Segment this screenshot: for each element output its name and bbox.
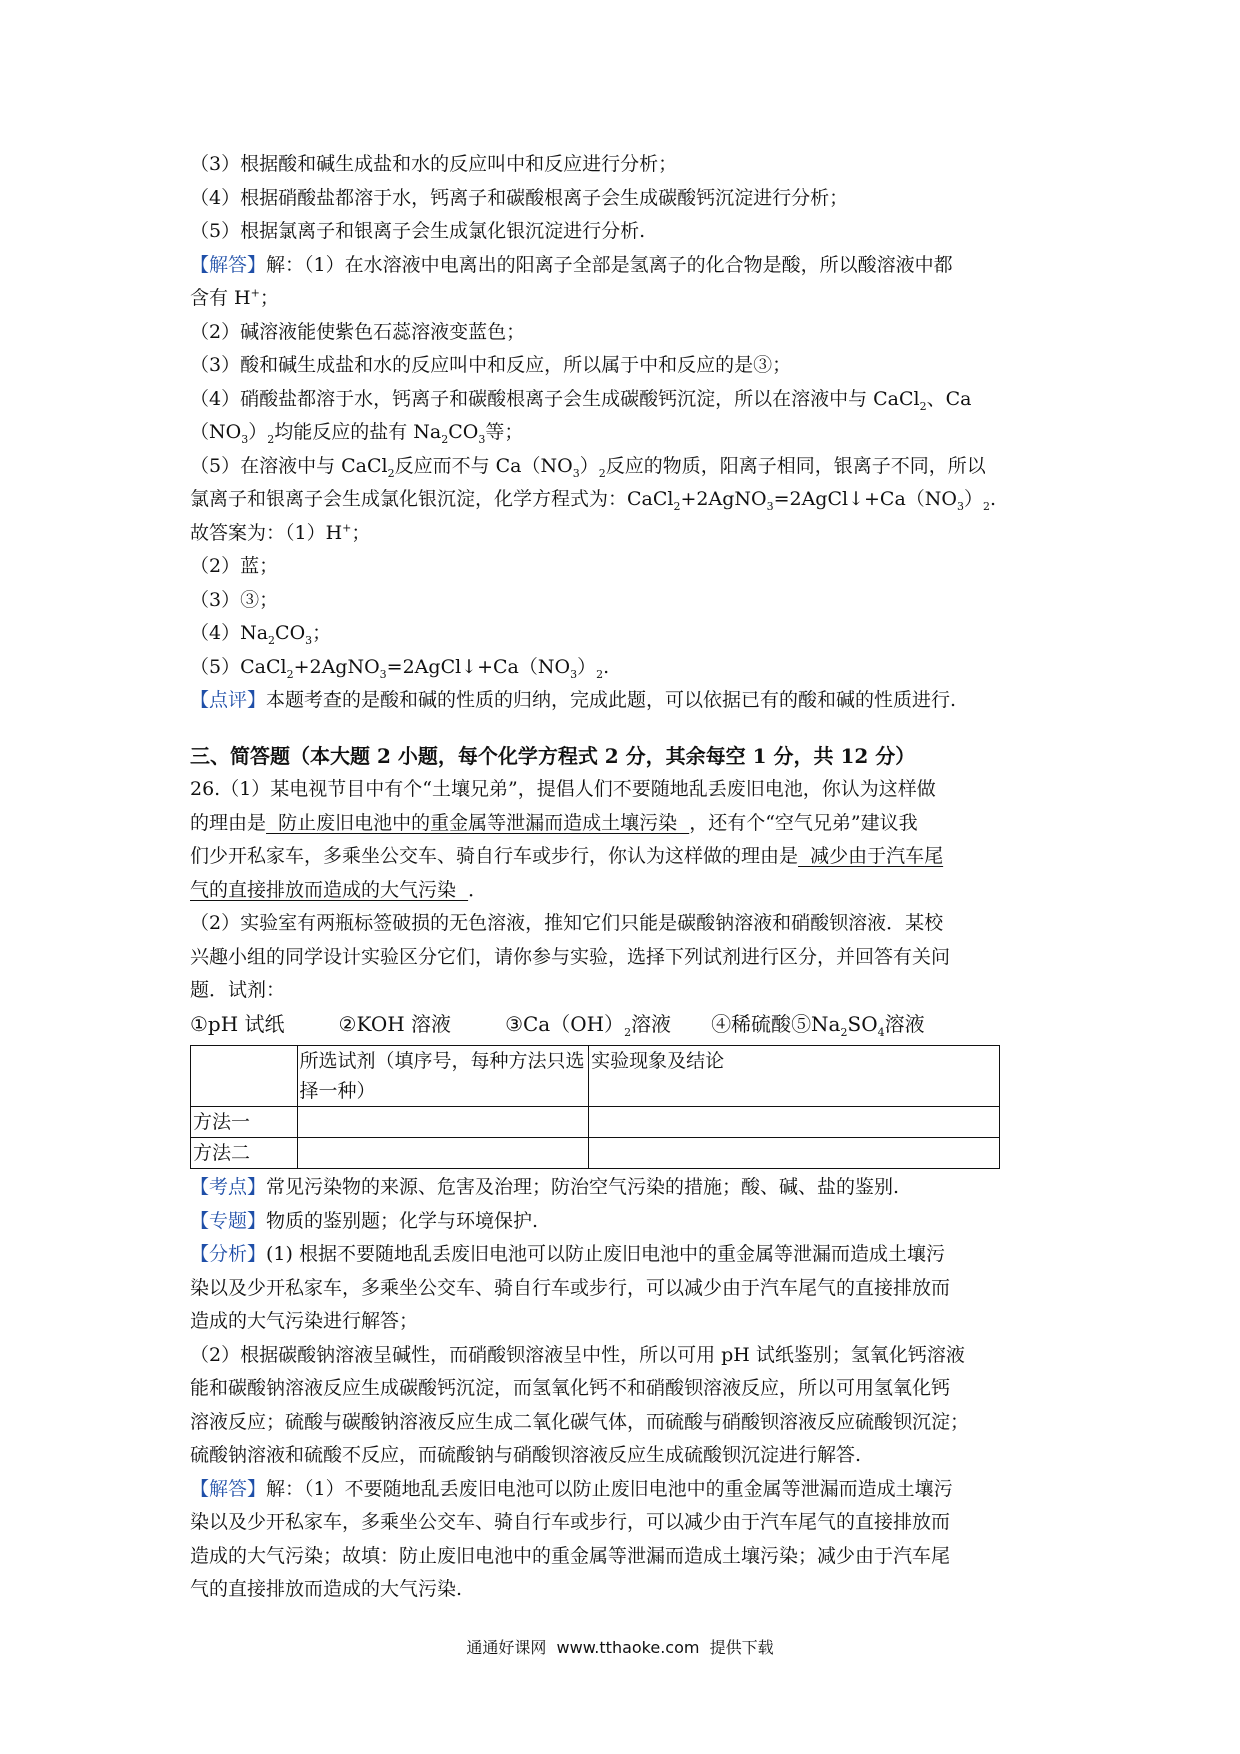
q26-line-4: 气的直接排放而造成的大气污染 ． xyxy=(190,878,488,901)
fenxi-line-2: 染以及少开私家车，多乘坐公交车、骑自行车或步行，可以减少由于汽车尾气的直接排放而 xyxy=(190,1276,951,1299)
jieda-line-4: 气的直接排放而造成的大气污染. xyxy=(190,1578,463,1600)
jieda-line-2: 染以及少开私家车，多乘坐公交车、骑自行车或步行，可以减少由于汽车尾气的直接排放而 xyxy=(190,1511,951,1533)
method1-result-cell[interactable] xyxy=(589,1107,1000,1138)
fenxi-line-7: 硫酸钠溶液和硫酸不反应，而硫酸钠与硝酸钡溶液反应生成硫酸钡沉淀进行解答. xyxy=(190,1444,862,1466)
answer-line-4b: $(NO_3)_2$均能反应的盐有 $Na_2CO_3$等； xyxy=(190,421,524,446)
jieda-line-3: 造成的大气污染；故填：防止废旧电池中的重金属等泄漏而造成土壤污染；减少由于汽车尾 xyxy=(190,1544,951,1567)
reagent-1: ①pH 试纸 xyxy=(190,1011,285,1036)
answer-line-5a: （5）在溶液中与 CaCl$_2$反应而不与 $Ca(NO_3)_2$反应的物质，阳离子相同，银离子不同，所以 xyxy=(190,454,986,480)
fenxi-line-6: 溶液反应；硫酸与碳酸钠溶液反应生成二氧化碳气体，而硫酸与硝酸钡溶液反应硫酸钡沉淀； xyxy=(190,1410,970,1433)
comment-line: 【点评】本题考查的是酸和碱的性质的归纳，完成此题，可以依据已有的酸和碱的性质进行. xyxy=(190,689,957,711)
reagent-3: $③Ca(OH)_2$溶液 xyxy=(505,1011,672,1039)
final-answer-3: （3）③； xyxy=(190,588,279,611)
reagent-list xyxy=(190,1008,1060,1042)
fenxi-line-1: 【分析】(1) 根据不要随地乱丢废旧电池可以防止废旧电池中的重金属等泄漏而造成土壤污 xyxy=(190,1243,945,1265)
section-heading: 三、简答题（本大题 2 小题，每个化学方程式 2 分，其余每空 1 分，共 12 分） xyxy=(190,743,916,768)
answer-line-1: 【解答】解：（1）在水溶液中电离出的阳离子全部是氢离子的化合物是酸，所以酸溶液中都 xyxy=(190,253,953,276)
method1-reagent-cell[interactable] xyxy=(297,1107,589,1138)
q26-p2-line-2: 兴趣小组的同学设计实验区分它们，请你参与实验，选择下列试剂进行区分，并回答有关问 xyxy=(190,945,951,968)
fenxi-line-4: （2）根据碳酸钠溶液呈碱性，而硝酸钡溶液呈中性，所以可用 pH 试纸鉴别；氢氧化钙溶液 xyxy=(190,1343,965,1366)
final-answer-4: $(4)Na_2CO_3$； xyxy=(190,622,332,647)
analysis-item-4: （4）根据硝酸盐都溶于水，钙离子和碳酸根离子会生成碳酸钙沉淀进行分析； xyxy=(190,186,849,209)
fenxi-line-5: 能和碳酸钠溶液反应生成碳酸钙沉淀，而氢氧化钙不和硝酸钡溶液反应，所以可用氢氧化钙 xyxy=(190,1377,951,1399)
answer-blank-2b: 气的直接排放而造成的大气污染 xyxy=(190,878,469,901)
table-row-label: 方法二 xyxy=(191,1138,298,1169)
fenxi-line-3: 造成的大气污染进行解答； xyxy=(190,1310,419,1332)
answer-line-2: （2）碱溶液能使紫色石蕊溶液变蓝色； xyxy=(190,320,526,343)
comment-tag: 【点评】 xyxy=(190,689,267,711)
q26-line-1: 26.（1）某电视节目中有个“土壤兄弟”，提倡人们不要随地乱丢废旧电池，你认为这样做 xyxy=(190,778,936,800)
method2-reagent-cell[interactable] xyxy=(297,1138,589,1169)
reagent-5: $⑤Na_2SO_4$溶液 xyxy=(791,1011,925,1039)
zhuanti-tag: 【专题】 xyxy=(190,1209,267,1232)
page-content xyxy=(190,148,1060,1607)
answer-line-5b: 氯离子和银离子会生成氯化银沉淀，化学方程式为：$CaCl_2+2AgNO_3=2AgCl↓+Ca(NO_3)_2$. xyxy=(190,488,997,513)
kaodian-tag: 【考点】 xyxy=(190,1176,267,1198)
analysis-item-3: （3）根据酸和碱生成盐和水的反应叫中和反应进行分析； xyxy=(190,153,678,175)
answer-line-3: （3）酸和碱生成盐和水的反应叫中和反应，所以属于中和反应的是③； xyxy=(190,354,792,376)
answer-line-4a: （4）硝酸盐都溶于水，钙离子和碳酸根离子会生成碳酸钙沉淀，所以在溶液中与 CaCl$_2$、Ca xyxy=(190,387,972,413)
answer-blank-1: 防止废旧电池中的重金属等泄漏而造成土壤污染 xyxy=(266,811,690,834)
answer-tag: 【解答】 xyxy=(190,253,267,276)
page-footer: 通通好课网 www.tthaoke.com 提供下载 xyxy=(466,1638,774,1657)
jieda-tag: 【解答】 xyxy=(190,1477,267,1500)
answer-line-1b: 含有 H+； xyxy=(190,286,279,309)
methods-table xyxy=(190,1045,1000,1169)
zhuanti-line: 【专题】物质的鉴别题；化学与环境保护. xyxy=(190,1209,539,1232)
q26-line-2: 的理由是 防止废旧电池中的重金属等泄漏而造成土壤污染 ，还有个“空气兄弟”建议我 xyxy=(190,811,918,834)
analysis-item-5: （5）根据氯离子和银离子会生成氯化银沉淀进行分析. xyxy=(190,220,646,242)
table-header-result: 实验现象及结论 xyxy=(589,1046,1000,1107)
q26-line-3: 们少开私家车，多乘坐公交车、骑自行车或步行，你认为这样做的理由是 减少由于汽车尾 xyxy=(190,845,944,867)
kaodian-line: 【考点】常见污染物的来源、危害及治理；防治空气污染的措施；酸、碱、盐的鉴别. xyxy=(190,1176,900,1198)
table-row xyxy=(191,1138,1000,1169)
final-answer-1: 故答案为：（1）H+； xyxy=(190,521,371,544)
final-answer-2: （2）蓝； xyxy=(190,555,279,577)
table-row xyxy=(191,1107,1000,1138)
q26-p2-line-3: 题．试剂： xyxy=(190,979,286,1001)
q26-p2-line-1: （2）实验室有两瓶标签破损的无色溶液，推知它们只能是碳酸钠溶液和硝酸钡溶液．某校 xyxy=(190,912,944,934)
table-header-blank xyxy=(191,1046,298,1107)
jieda-line-1: 【解答】解：（1）不要随地乱丢废旧电池可以防止废旧电池中的重金属等泄漏而造成土壤污 xyxy=(190,1477,953,1500)
fenxi-tag: 【分析】 xyxy=(190,1243,267,1265)
final-answer-5: $(5)CaCl_2+2AgNO_3=2AgCl↓+Ca(NO_3)_2$. xyxy=(190,655,610,681)
method2-result-cell[interactable] xyxy=(589,1138,1000,1169)
reagent-2: ②KOH 溶液 xyxy=(338,1011,452,1036)
table-header-reagent: 所选试剂（填序号，每种方法只选择一种） xyxy=(297,1046,589,1107)
table-header-row xyxy=(191,1046,1000,1107)
table-row-label: 方法一 xyxy=(191,1107,298,1138)
answer-blank-2a: 减少由于汽车尾 xyxy=(798,845,944,867)
reagent-4: ④稀硫酸 xyxy=(711,1011,792,1036)
